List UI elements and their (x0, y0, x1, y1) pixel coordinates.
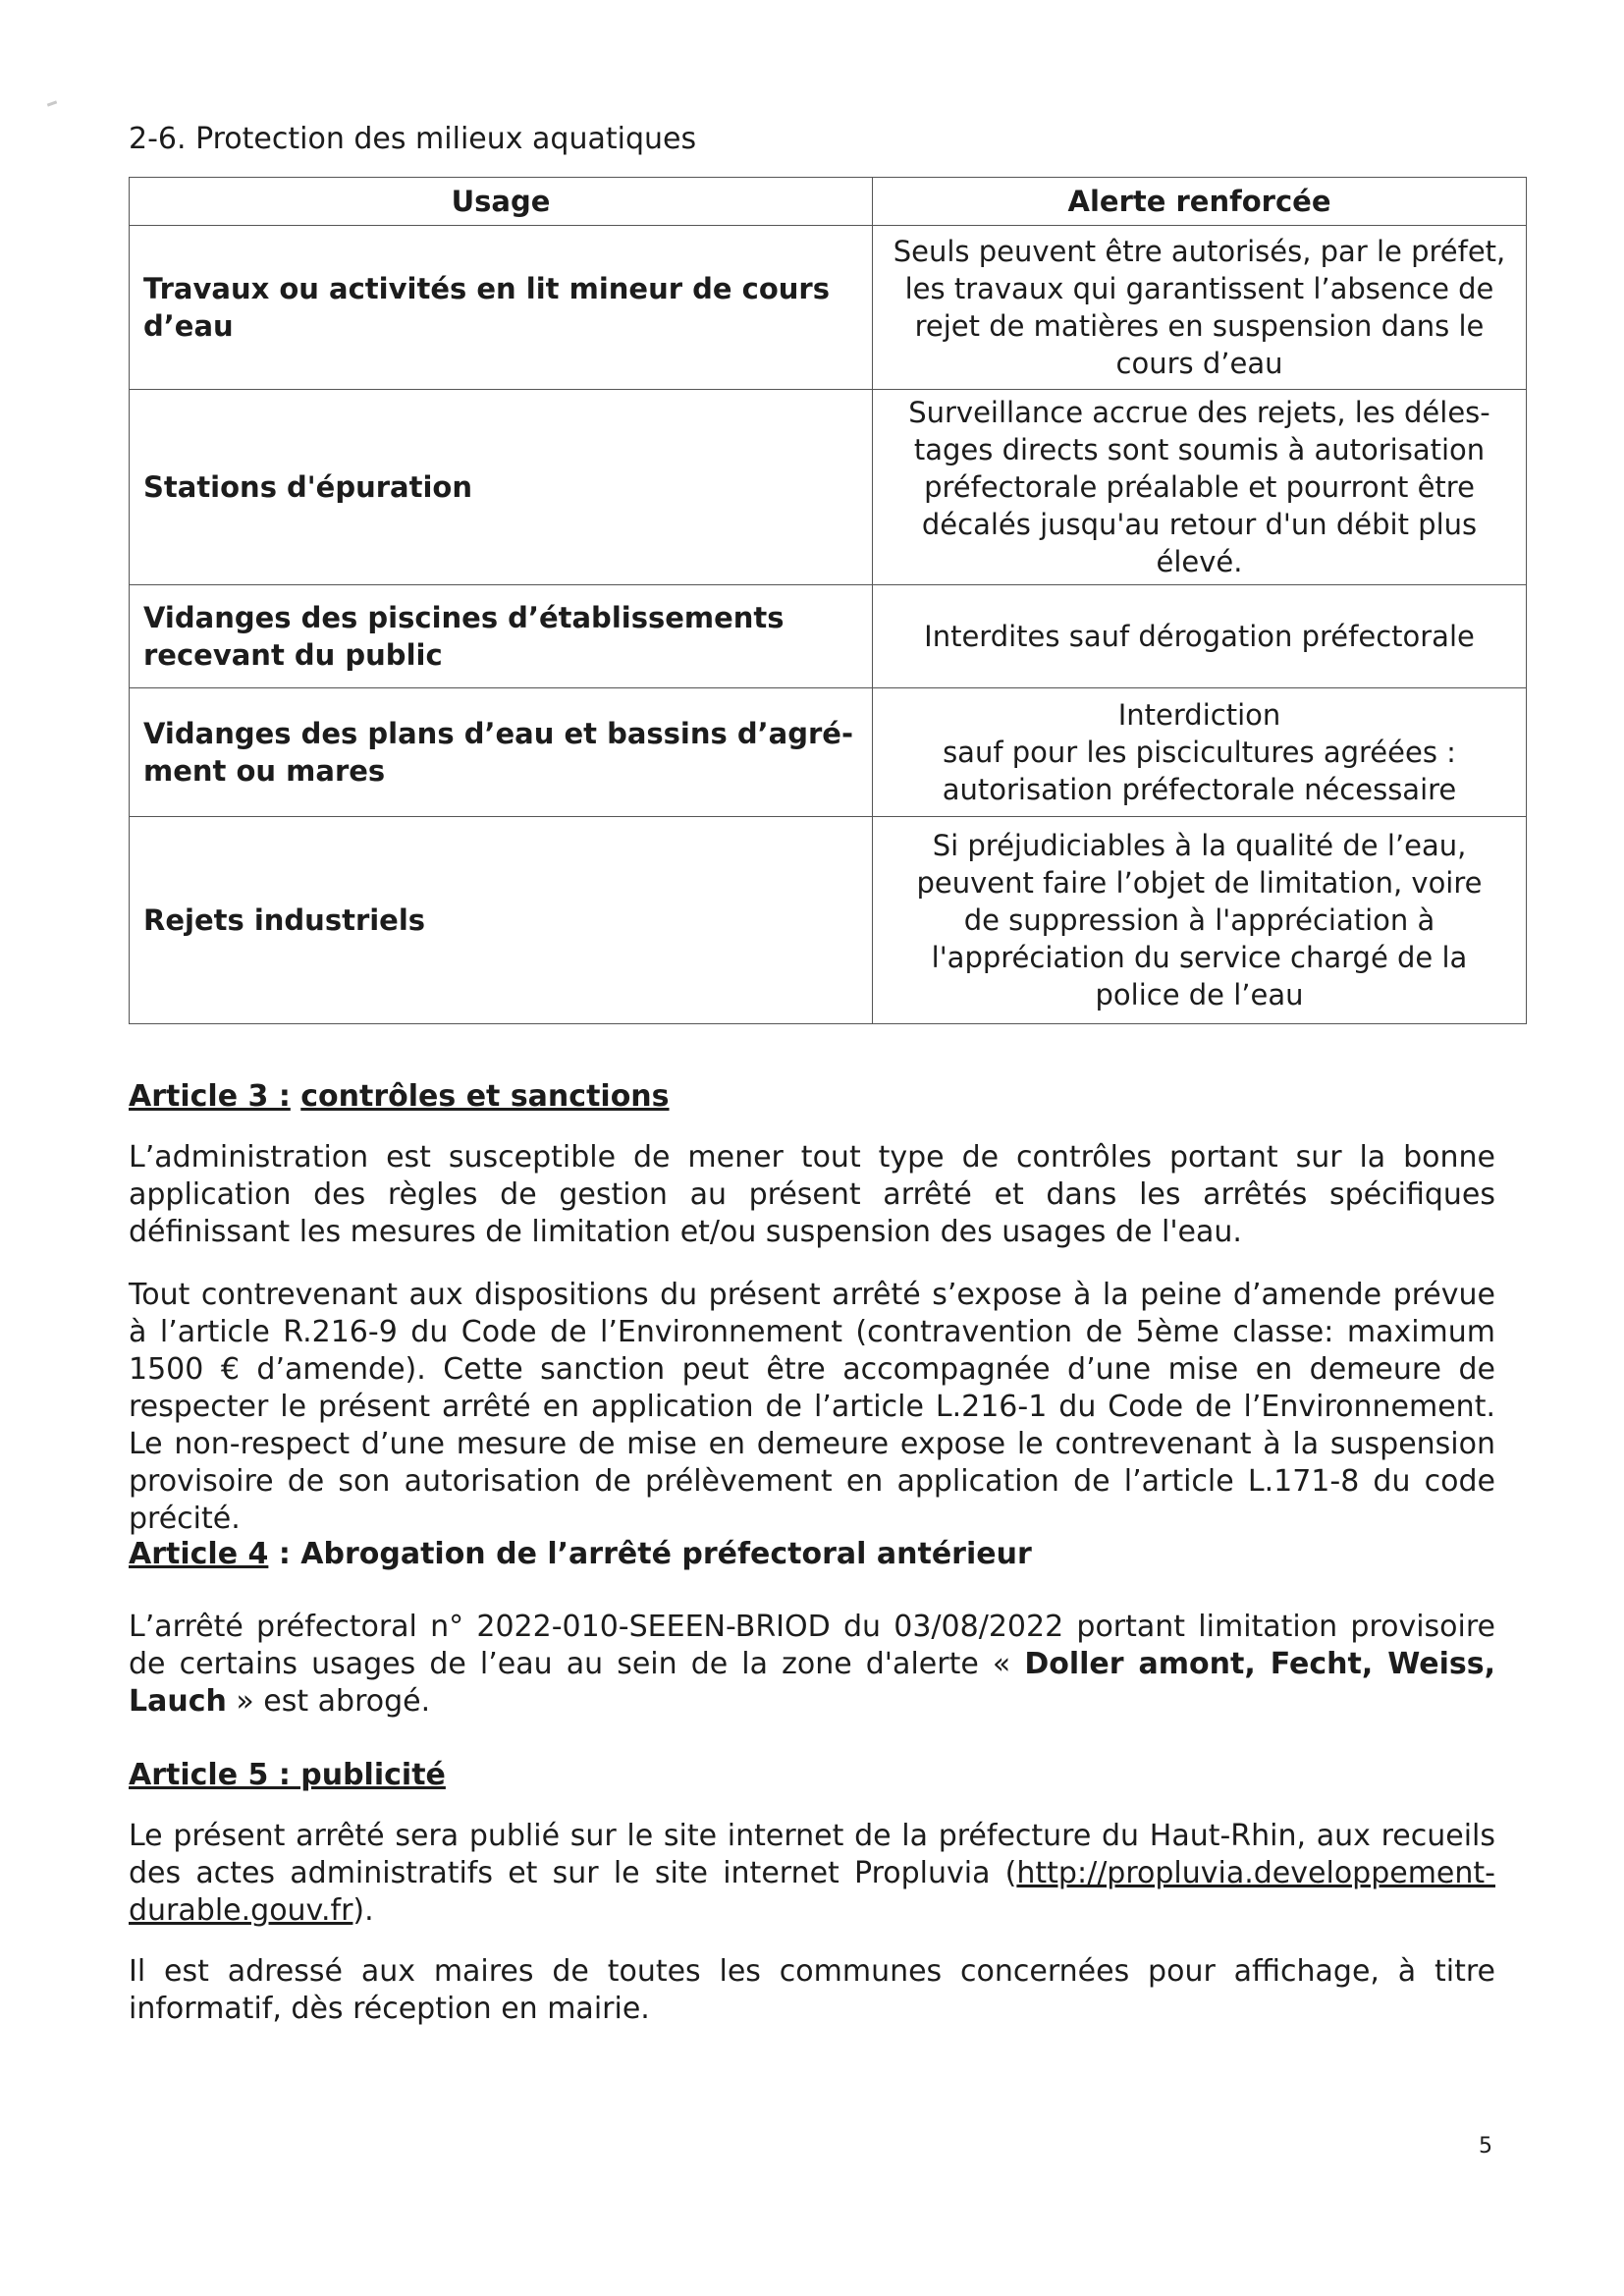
article-4-text-start: L’arrêté préfectoral n° 2022-010-SEEEN-BRIOD du 03/08/2022 portant limitation provisoire de certains usages de l’eau au sein de la zone d'alerte « (129, 1610, 1495, 1681)
article-5-heading (129, 1756, 446, 1795)
article-5-paragraph-1 (129, 1818, 1495, 1930)
usage-cell: Travaux ou activités en lit mineur de cours d’eau (130, 226, 873, 390)
article-5-paragraph-2: Il est adressé aux maires de toutes les communes concernées pour affichage, à titre informatif, dès réception en mairie. (129, 1954, 1495, 2026)
table-row (130, 585, 1527, 688)
article-4-heading (129, 1535, 1032, 1574)
alert-cell: Interdites sauf dérogation préfectorale (873, 585, 1527, 688)
article-3-label: Article 3 : (129, 1079, 291, 1114)
article-3-heading (129, 1077, 670, 1117)
article-3-title: contrôles et sanctions (300, 1079, 670, 1114)
usage-cell: Vidanges des piscines d’établissements recevant du public (130, 585, 873, 688)
propluvia-link[interactable]: http://propluvia.developpement-durable.gouv.fr (129, 1856, 1495, 1928)
column-header-usage: Usage (130, 178, 873, 226)
page-number: 5 (1479, 2134, 1492, 2159)
table-row (130, 688, 1527, 817)
table-row (130, 817, 1527, 1024)
alert-cell: Si préjudiciables à la qualité de l’eau, peuvent faire l’objet de limitation, voire de suppression à l'appréciation à l'appréciation du service chargé de la police de l’eau (873, 817, 1527, 1024)
alert-cell: Seuls peuvent être autorisés, par le préfet, les travaux qui garantissent l’absence de rejet de matières en suspension dans le cours d’eau (873, 226, 1527, 390)
article-4-zone-name: Doller amont, Fecht, Weiss, Lauch (129, 1647, 1495, 1719)
usage-cell: Rejets industriels (130, 817, 873, 1024)
alert-cell: Surveillance accrue des rejets, les déles- tages directs sont soumis à autorisation préfectorale préalable et pourront être décalés jusqu'au retour d'un débit plus élevé. (873, 390, 1527, 585)
article-4-paragraph (129, 1609, 1495, 1721)
section-title: 2-6. Protection des milieux aquatiques (129, 122, 697, 156)
article-3-paragraph-1: L’administration est susceptible de mener tout type de contrôles portant sur la bonne application des règles de gestion au présent arrêté et dans les arrêtés spécifiques définissant les mesures de limitation et/ou suspension des usages de l'eau. (129, 1140, 1495, 1249)
article-4-label: Article 4 (129, 1537, 269, 1571)
usage-cell: Vidanges des plans d’eau et bassins d’agré- ment ou mares (130, 688, 873, 817)
usage-alert-table (129, 177, 1527, 1024)
table-row (130, 226, 1527, 390)
scan-artifact (47, 100, 57, 106)
article-5-text-start: Le présent arrêté sera publié sur le site internet de la préfecture du Haut-Rhin, aux recueils des actes administratifs et sur le site internet Propluvia ( (129, 1819, 1495, 1890)
table-row (130, 390, 1527, 585)
article-3-paragraph-2: Tout contrevenant aux dispositions du présent arrêté s’expose à la peine d’amende prévue à l’article R.216-9 du Code de l’Environnement (contravention de 5ème classe: maximum 1500 € d’amende). Cette sanction peut être accompagnée d’une mise en demeure de respecter le présent arrêté en application de l’article L.216-1 du Code de l’Environnement. Le non-respect d’une mesure de mise en demeure expose le contrevenant à la suspension provisoire de son autorisation de prélèvement en application de l’article L.171-8 du code précité. (129, 1278, 1495, 1536)
table-header-row (130, 178, 1527, 226)
article-5-label: Article 5 : publicité (129, 1758, 446, 1792)
alert-cell: Interdiction sauf pour les piscicultures agréées : autorisation préfectorale nécessaire (873, 688, 1527, 817)
column-header-alerte: Alerte renforcée (873, 178, 1527, 226)
article-4-text-end: » est abrogé. (226, 1684, 431, 1719)
article-4-title: : Abrogation de l’arrêté préfectoral antérieur (268, 1537, 1032, 1571)
article-5-text-end: ). (352, 1893, 374, 1928)
usage-cell: Stations d'épuration (130, 390, 873, 585)
